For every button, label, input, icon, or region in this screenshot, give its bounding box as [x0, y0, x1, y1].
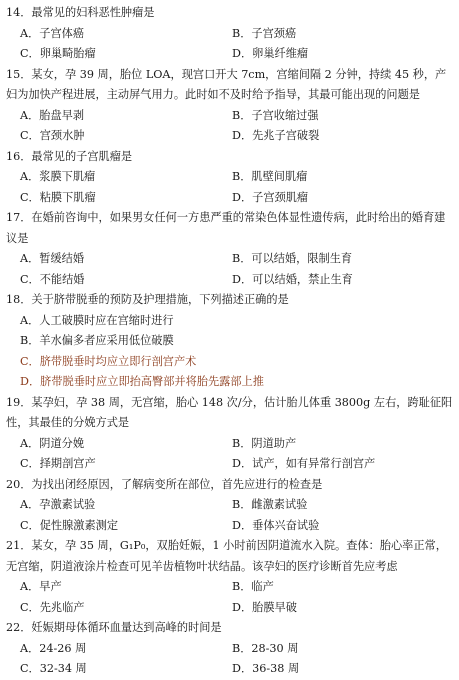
options [6, 495, 453, 536]
option-a: A．子宫体癌 [20, 26, 85, 40]
option-b: B．肌壁间肌瘤 [232, 170, 308, 183]
question-stem: 14．最常见的妇科恶性肿瘤是 [6, 6, 155, 19]
option-a: A．人工破膜时应在宫缩时进行 [20, 313, 174, 327]
option-d: D．垂体兴奋试验 [232, 518, 320, 532]
option-a: A．阴道分娩 [20, 436, 85, 450]
options [6, 577, 453, 618]
option-a: A．浆膜下肌瘤 [20, 170, 96, 183]
options [6, 167, 453, 208]
option-c: C．促性腺激素测定 [20, 518, 119, 532]
question-18 [6, 290, 453, 393]
options [6, 434, 453, 475]
question-20 [6, 475, 453, 537]
option-b: B．阴道助产 [232, 436, 297, 450]
option-b: B．临产 [232, 580, 274, 593]
question-19 [6, 393, 453, 475]
option-a: A．胎盘早剥 [20, 108, 85, 122]
options [6, 106, 453, 147]
option-c: C．32-34 周 [20, 662, 87, 675]
option-d: D．试产，如有异常行剖宫产 [232, 457, 376, 470]
option-d: D．卵巢纤维瘤 [232, 47, 309, 60]
option-b: B．28-30 周 [232, 641, 299, 655]
question-stem: 17．在婚前咨询中，如果男女任何一方患严重的常染色体显性遗传病，此时给出的婚育建议是 [6, 211, 446, 245]
option-c: C．不能结婚 [20, 272, 85, 286]
option-a: A．24-26 周 [20, 641, 87, 655]
option-c: C．宫颈水肿 [20, 129, 85, 142]
question-stem: 22．妊娠期母体循环血量达到高峰的时间是 [6, 621, 222, 634]
question-stem: 19．某孕妇，孕 38 周，无宫缩，胎心 148 次/分，估计胎儿体重 3800g 左右，跨耻征阳性，其最佳的分娩方式是 [6, 395, 453, 429]
options [6, 249, 453, 290]
option-c: C．择期剖宫产 [20, 457, 96, 470]
question-stem: 15．某女，孕 39 周，胎位 LOA，现宫口开大 7cm，宫缩间隔 2 分钟，持续 45 秒，产妇为加快产程进展，主动屏气用力。此时如不及时给予指导，其最可能出现的问题是 [6, 67, 447, 101]
option-d: D．胎膜早破 [232, 600, 297, 614]
options [6, 311, 453, 393]
option-c: C．先兆临产 [20, 600, 85, 614]
question-15 [6, 65, 453, 147]
option-a: A．孕激素试验 [20, 498, 96, 511]
option-b: B．羊水偏多者应采用低位破膜 [20, 334, 174, 347]
question-14 [6, 3, 453, 65]
option-a: A．早产 [20, 580, 62, 593]
option-d: D．36-38 周 [232, 662, 300, 675]
option-d: D．脐带脱垂时应立即抬高臀部并将胎先露部上推 [20, 375, 264, 388]
option-b: B．雌激素试验 [232, 498, 308, 511]
option-b: B．子宫收缩过强 [232, 108, 319, 122]
question-21 [6, 536, 453, 618]
option-b: B．可以结婚，限制生育 [232, 252, 353, 265]
option-b: B．子宫颈癌 [232, 26, 297, 40]
options [6, 639, 453, 680]
option-a: A．暂缓结婚 [20, 252, 85, 265]
question-22 [6, 618, 453, 680]
options [6, 24, 453, 65]
question-stem: 20．为找出闭经原因，了解病变所在部位，首先应进行的检查是 [6, 477, 323, 491]
question-17 [6, 208, 453, 290]
option-d: D．子宫颈肌瘤 [232, 190, 309, 204]
question-stem: 21．某女，孕 35 周，G₁P₀，双胎妊娠，1 小时前因阴道流水入院。查体：胎心率正常，无宫缩，阴道液涂片检查可见羊齿植物叶状结晶。该孕妇的医疗诊断首先应考虑 [6, 539, 447, 573]
option-c: C．粘膜下肌瘤 [20, 190, 96, 204]
option-d: D．可以结婚，禁止生育 [232, 272, 353, 286]
question-stem: 18．关于脐带脱垂的预防及护理措施，下列描述正确的是 [6, 293, 289, 306]
option-d: D．先兆子宫破裂 [232, 129, 320, 142]
question-16 [6, 147, 453, 209]
question-stem: 16．最常见的子宫肌瘤是 [6, 149, 133, 163]
option-c: C．脐带脱垂时均应立即行剖宫产术 [20, 354, 197, 368]
option-c: C．卵巢畸胎瘤 [20, 47, 96, 60]
